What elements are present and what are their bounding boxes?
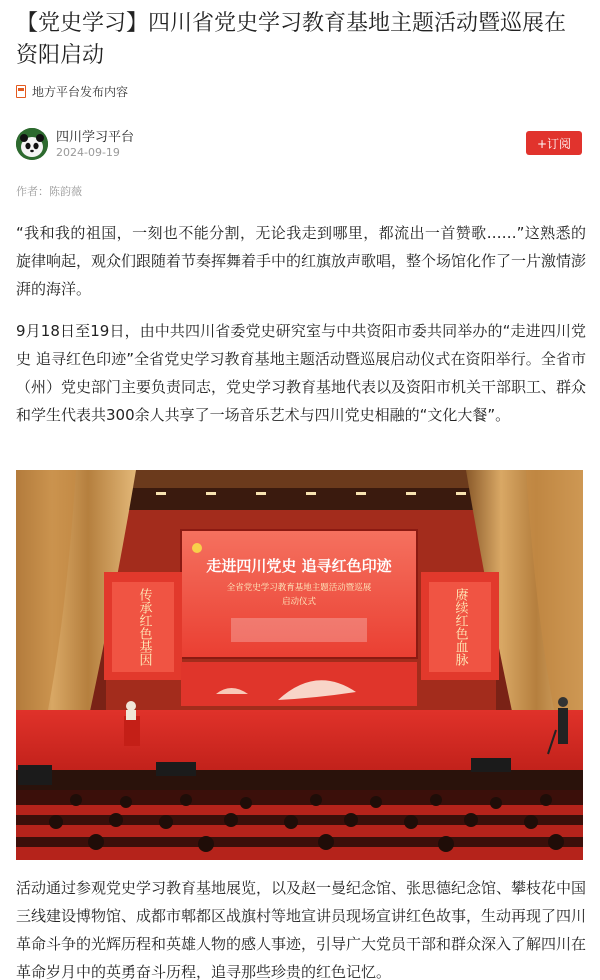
event-photo: [16, 470, 583, 860]
paragraph-3: 活动通过参观党史学习教育基地展览，以及赵一曼纪念馆、张思德纪念馆、攀枝花中国三线建设博物馆、成都市郫都区战旗村等地宣讲员现场宣讲红色故事，生动再现了四川革命斗争的光辉历程和英雄人物的感人事迹，引导广大党员干部和群众深入了解四川在革命岁月中的英勇奋斗历程，追寻那些珍贵的红色记忆。: [16, 879, 587, 980]
paragraph-1: “我和我的祖国，一刻也不能分割，无论我走到哪里，都流出一首赞歌……”这熟悉的旋律响起，观众们跟随着节奏挥舞着手中的红旗放声歌唱，整个场馆化作了一片激情澎湃的海洋。: [16, 224, 587, 298]
source-label: 地方平台发布内容: [32, 84, 129, 99]
screen-caption: 启动仪式: [281, 597, 317, 607]
author-line: 作者：陈韵薇: [16, 185, 82, 198]
screen-title: 走进四川党史 追寻红色印迹: [206, 557, 392, 575]
account-name[interactable]: 四川学习平台: [56, 130, 135, 145]
subscribe-button[interactable]: +订阅: [526, 131, 582, 155]
publish-date: 2024-09-19: [56, 146, 120, 159]
document-icon: [16, 85, 26, 98]
panda-avatar[interactable]: [16, 128, 48, 160]
paragraph-2: 9月18日至19日，由中共四川省委党史研究室与中共资阳市委共同举办的“走进四川党史 追寻红色印迹”全省党史学习教育基地主题活动暨巡展启动仪式在资阳举行。全省市（州）党史部门主要负责同志，党史学习教育基地代表以及资阳市机关干部职工、群众和学生代表共300余人共享了一场音乐艺术与四川党史相融的“文化大餐”。: [16, 322, 587, 424]
screen-subtitle: 全省党史学习教育基地主题活动暨巡展: [226, 583, 372, 593]
account-block: [16, 126, 584, 162]
source-row: [16, 82, 128, 100]
left-banner-text: 传承红色基因: [136, 588, 152, 666]
right-banner-text: 赓续红色血脉: [452, 588, 468, 666]
article-title: 【党史学习】四川省党史学习教育基地主题活动暨巡展在资阳启动: [16, 11, 567, 68]
